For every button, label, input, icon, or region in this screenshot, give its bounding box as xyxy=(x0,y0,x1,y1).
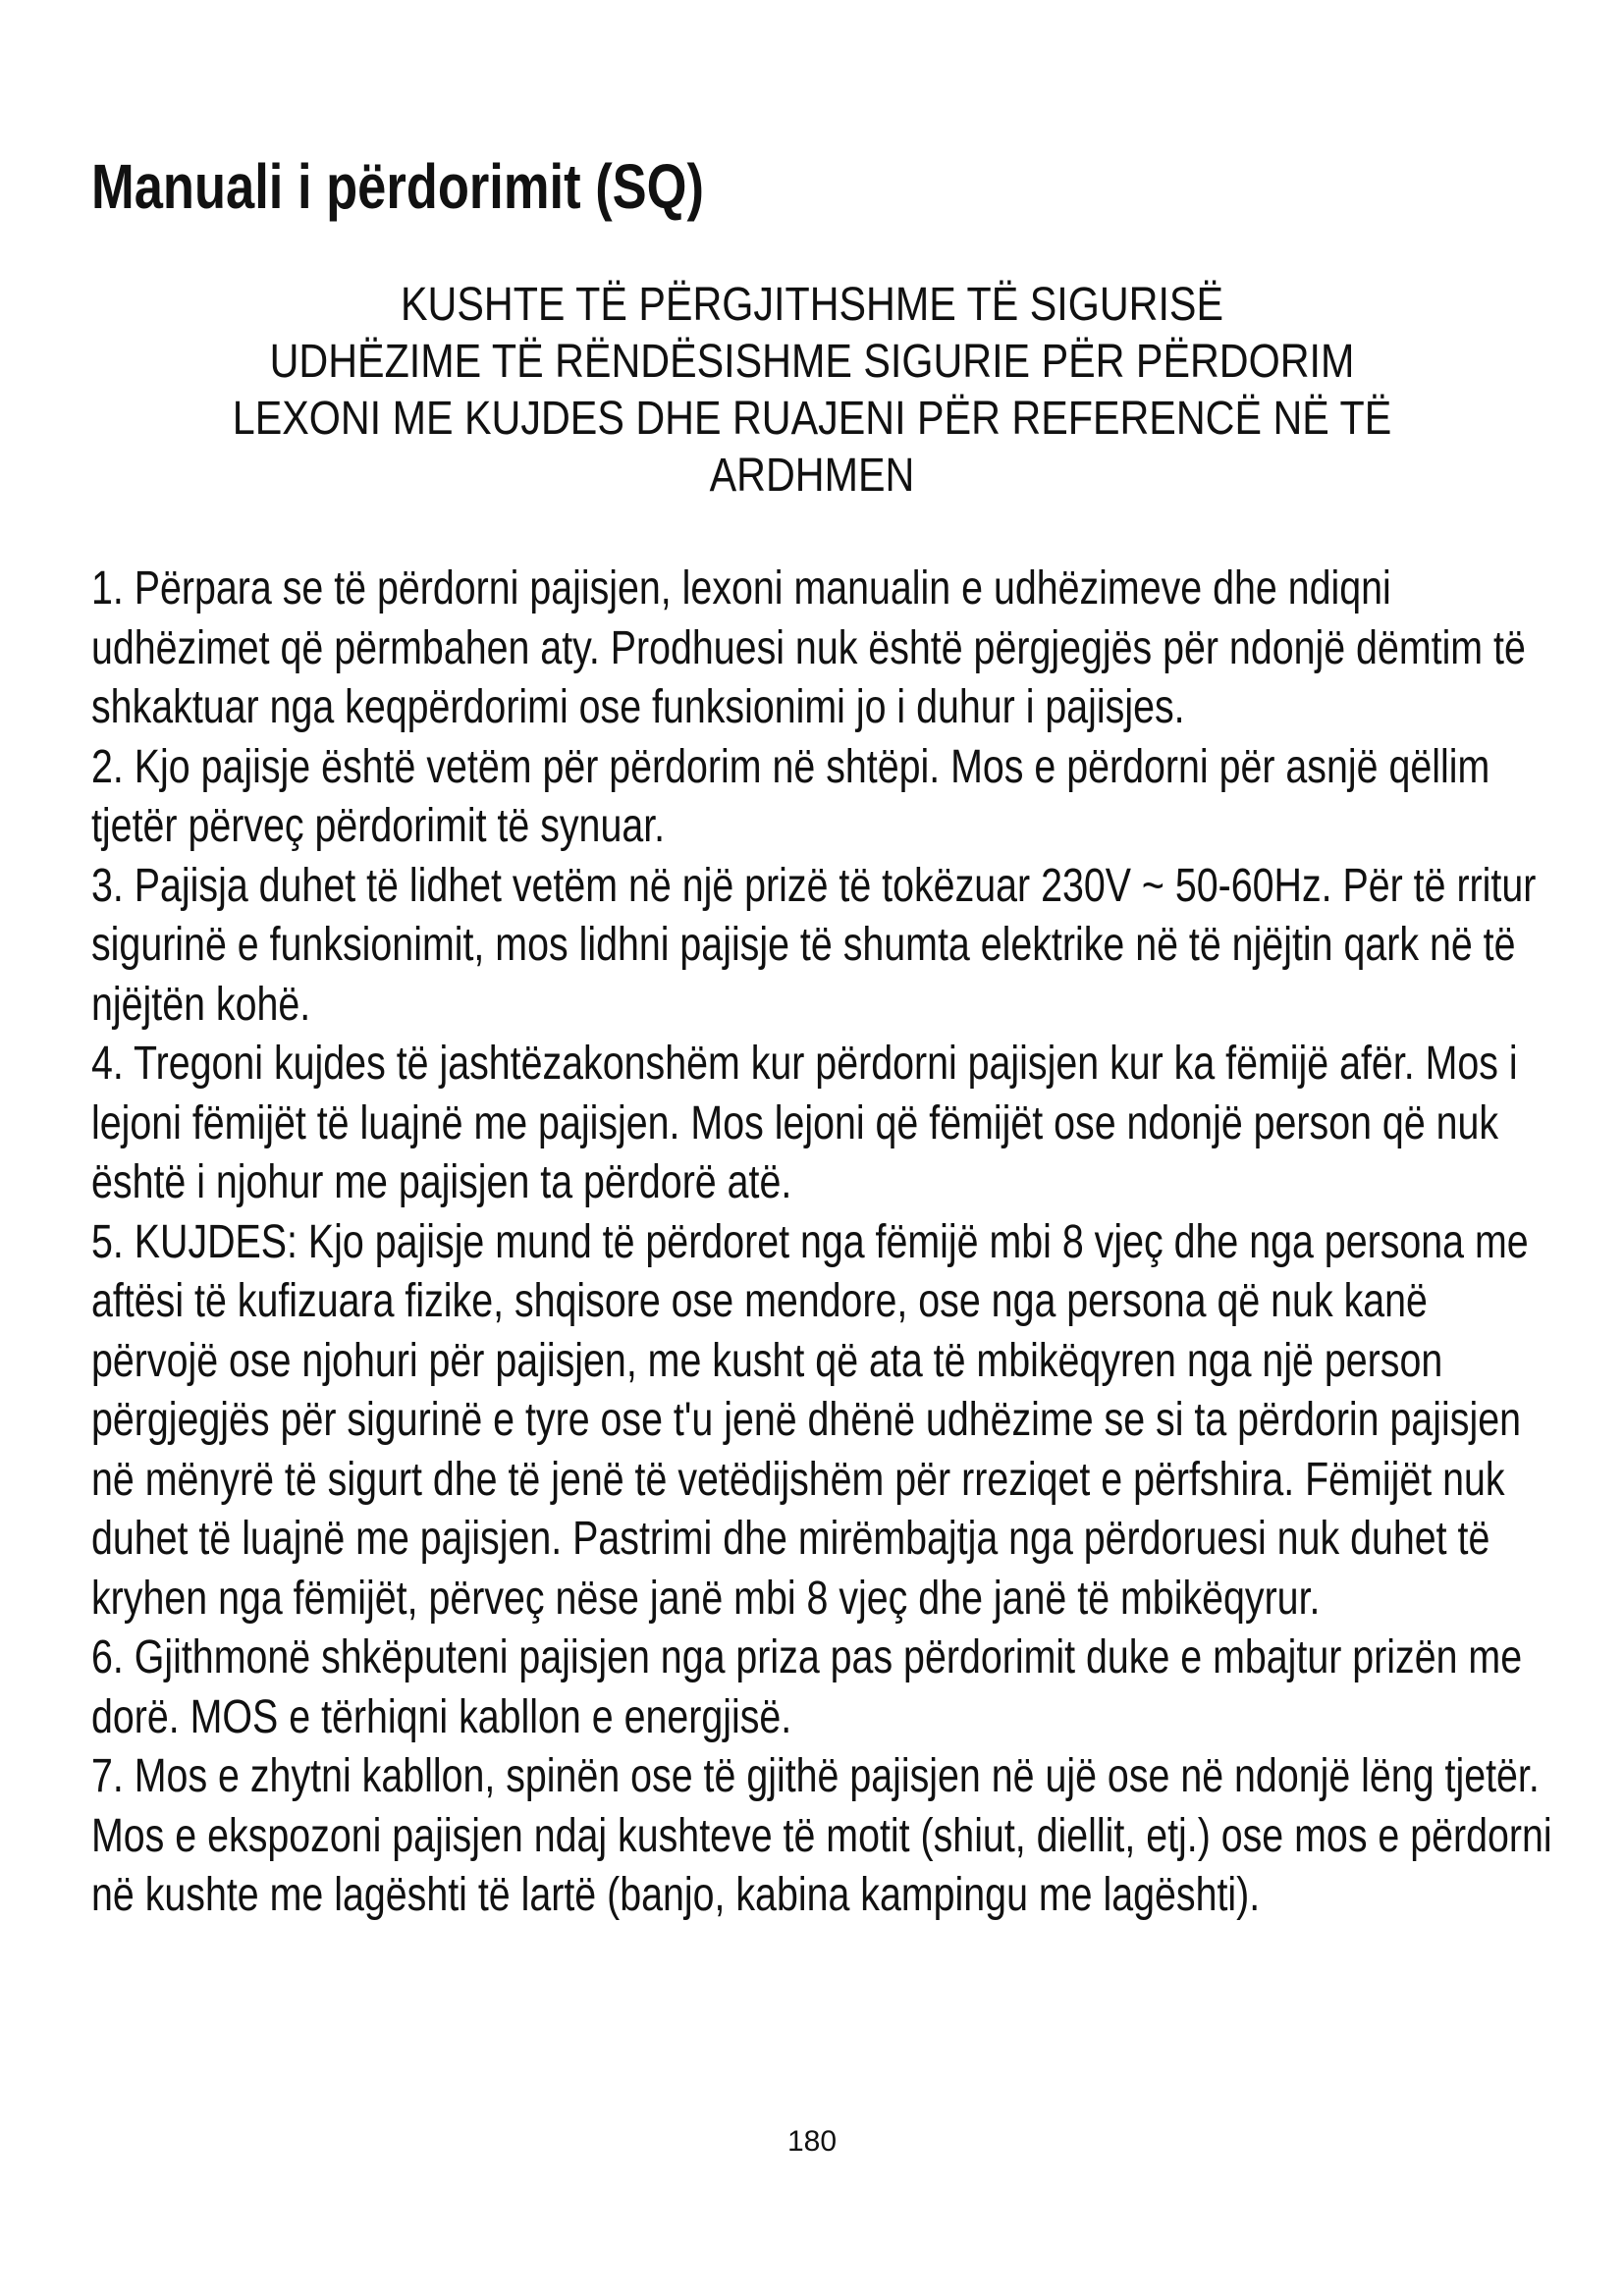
safety-heading xyxy=(0,277,1624,505)
safety-instruction-3: 3. Pajisja duhet të lidhet vetëm në një prizë të tokëzuar 230V ~ 50-60Hz. Për të rritur sigurinë e funksionimit, mos lidhni pajisje të shumta elektrike në të njëjtin qark në të njëjtën kohë. xyxy=(91,859,1537,1031)
safety-instruction-6: 6. Gjithmonë shkëputeni pajisjen nga priza pas përdorimit duke e mbajtur prizën me dorë. MOS e tërhiqni kabllon e energjisë. xyxy=(91,1631,1523,1743)
safety-instruction-5: 5. KUJDES: Kjo pajisje mund të përdoret nga fëmijë mbi 8 vjeç dhe nga persona me aftësi të kufizuara fizike, shqisore ose mendore, ose nga persona që nuk kanë përvojë ose njohuri për pajisjen, me kusht që ata të mbikëqyren nga një person përgjegjës për sigurinë e tyre ose t'u jenë dhënë udhëzime se si ta përdorin pajisjen në mënyrë të sigurt dhe të jenë të vetëdijshëm për rreziqet e përfshira. Fëmijët nuk duhet të luajnë me pajisjen. Pastrimi dhe mirëmbajtja nga përdoruesi nuk duhet të kryhen nga fëmijët, përveç nëse janë mbi 8 vjeç dhe janë të mbikëqyrur. xyxy=(91,1215,1529,1625)
safety-instructions-list xyxy=(91,560,1552,1926)
safety-instruction-1: 1. Përpara se të përdorni pajisjen, lexoni manualin e udhëzimeve dhe ndiqni udhëzimet që përmbahen aty. Prodhuesi nuk është përgjegjës për ndonjë dëmtim të shkaktuar nga keqpërdorimi ose funksionimi jo i duhur i pajisjes. xyxy=(91,562,1526,733)
safety-instruction-2: 2. Kjo pajisje është vetëm për përdorim në shtëpi. Mos e përdorni për asnjë qëllim tjetër përveç përdorimit të synuar. xyxy=(91,740,1490,852)
safety-heading-line: ARDHMEN xyxy=(709,450,915,502)
safety-instruction-4: 4. Tregoni kujdes të jashtëzakonshëm kur përdorni pajisjen kur ka fëmijë afër. Mos i lejoni fëmijët të luajnë me pajisjen. Mos lejoni që fëmijët ose ndonjë person që nuk është i njohur me pajisjen ta përdorë atë. xyxy=(91,1038,1518,1208)
safety-instruction-7: 7. Mos e zhytni kabllon, spinën ose të gjithë pajisjen në ujë ose në ndonjë lëng tjetër. Mos e ekspozoni pajisjen ndaj kushteve të motit (shiut, diellit, etj.) ose mos e përdorni në kushte me lagështi të lartë (banjo, kabina kampingu me lagështi). xyxy=(91,1750,1552,1921)
safety-heading-line: UDHËZIME TË RËNDËSISHME SIGURIE PËR PËRDORIM xyxy=(269,336,1355,388)
page-number: 180 xyxy=(786,2125,838,2158)
safety-heading-line: LEXONI ME KUJDES DHE RUAJENI PËR REFERENCË NË TË xyxy=(232,393,1392,445)
safety-heading-line: KUSHTE TË PËRGJITHSHME TË SIGURISË xyxy=(401,279,1223,331)
page-title: Manuali i përdorimit (SQ) xyxy=(91,151,704,222)
